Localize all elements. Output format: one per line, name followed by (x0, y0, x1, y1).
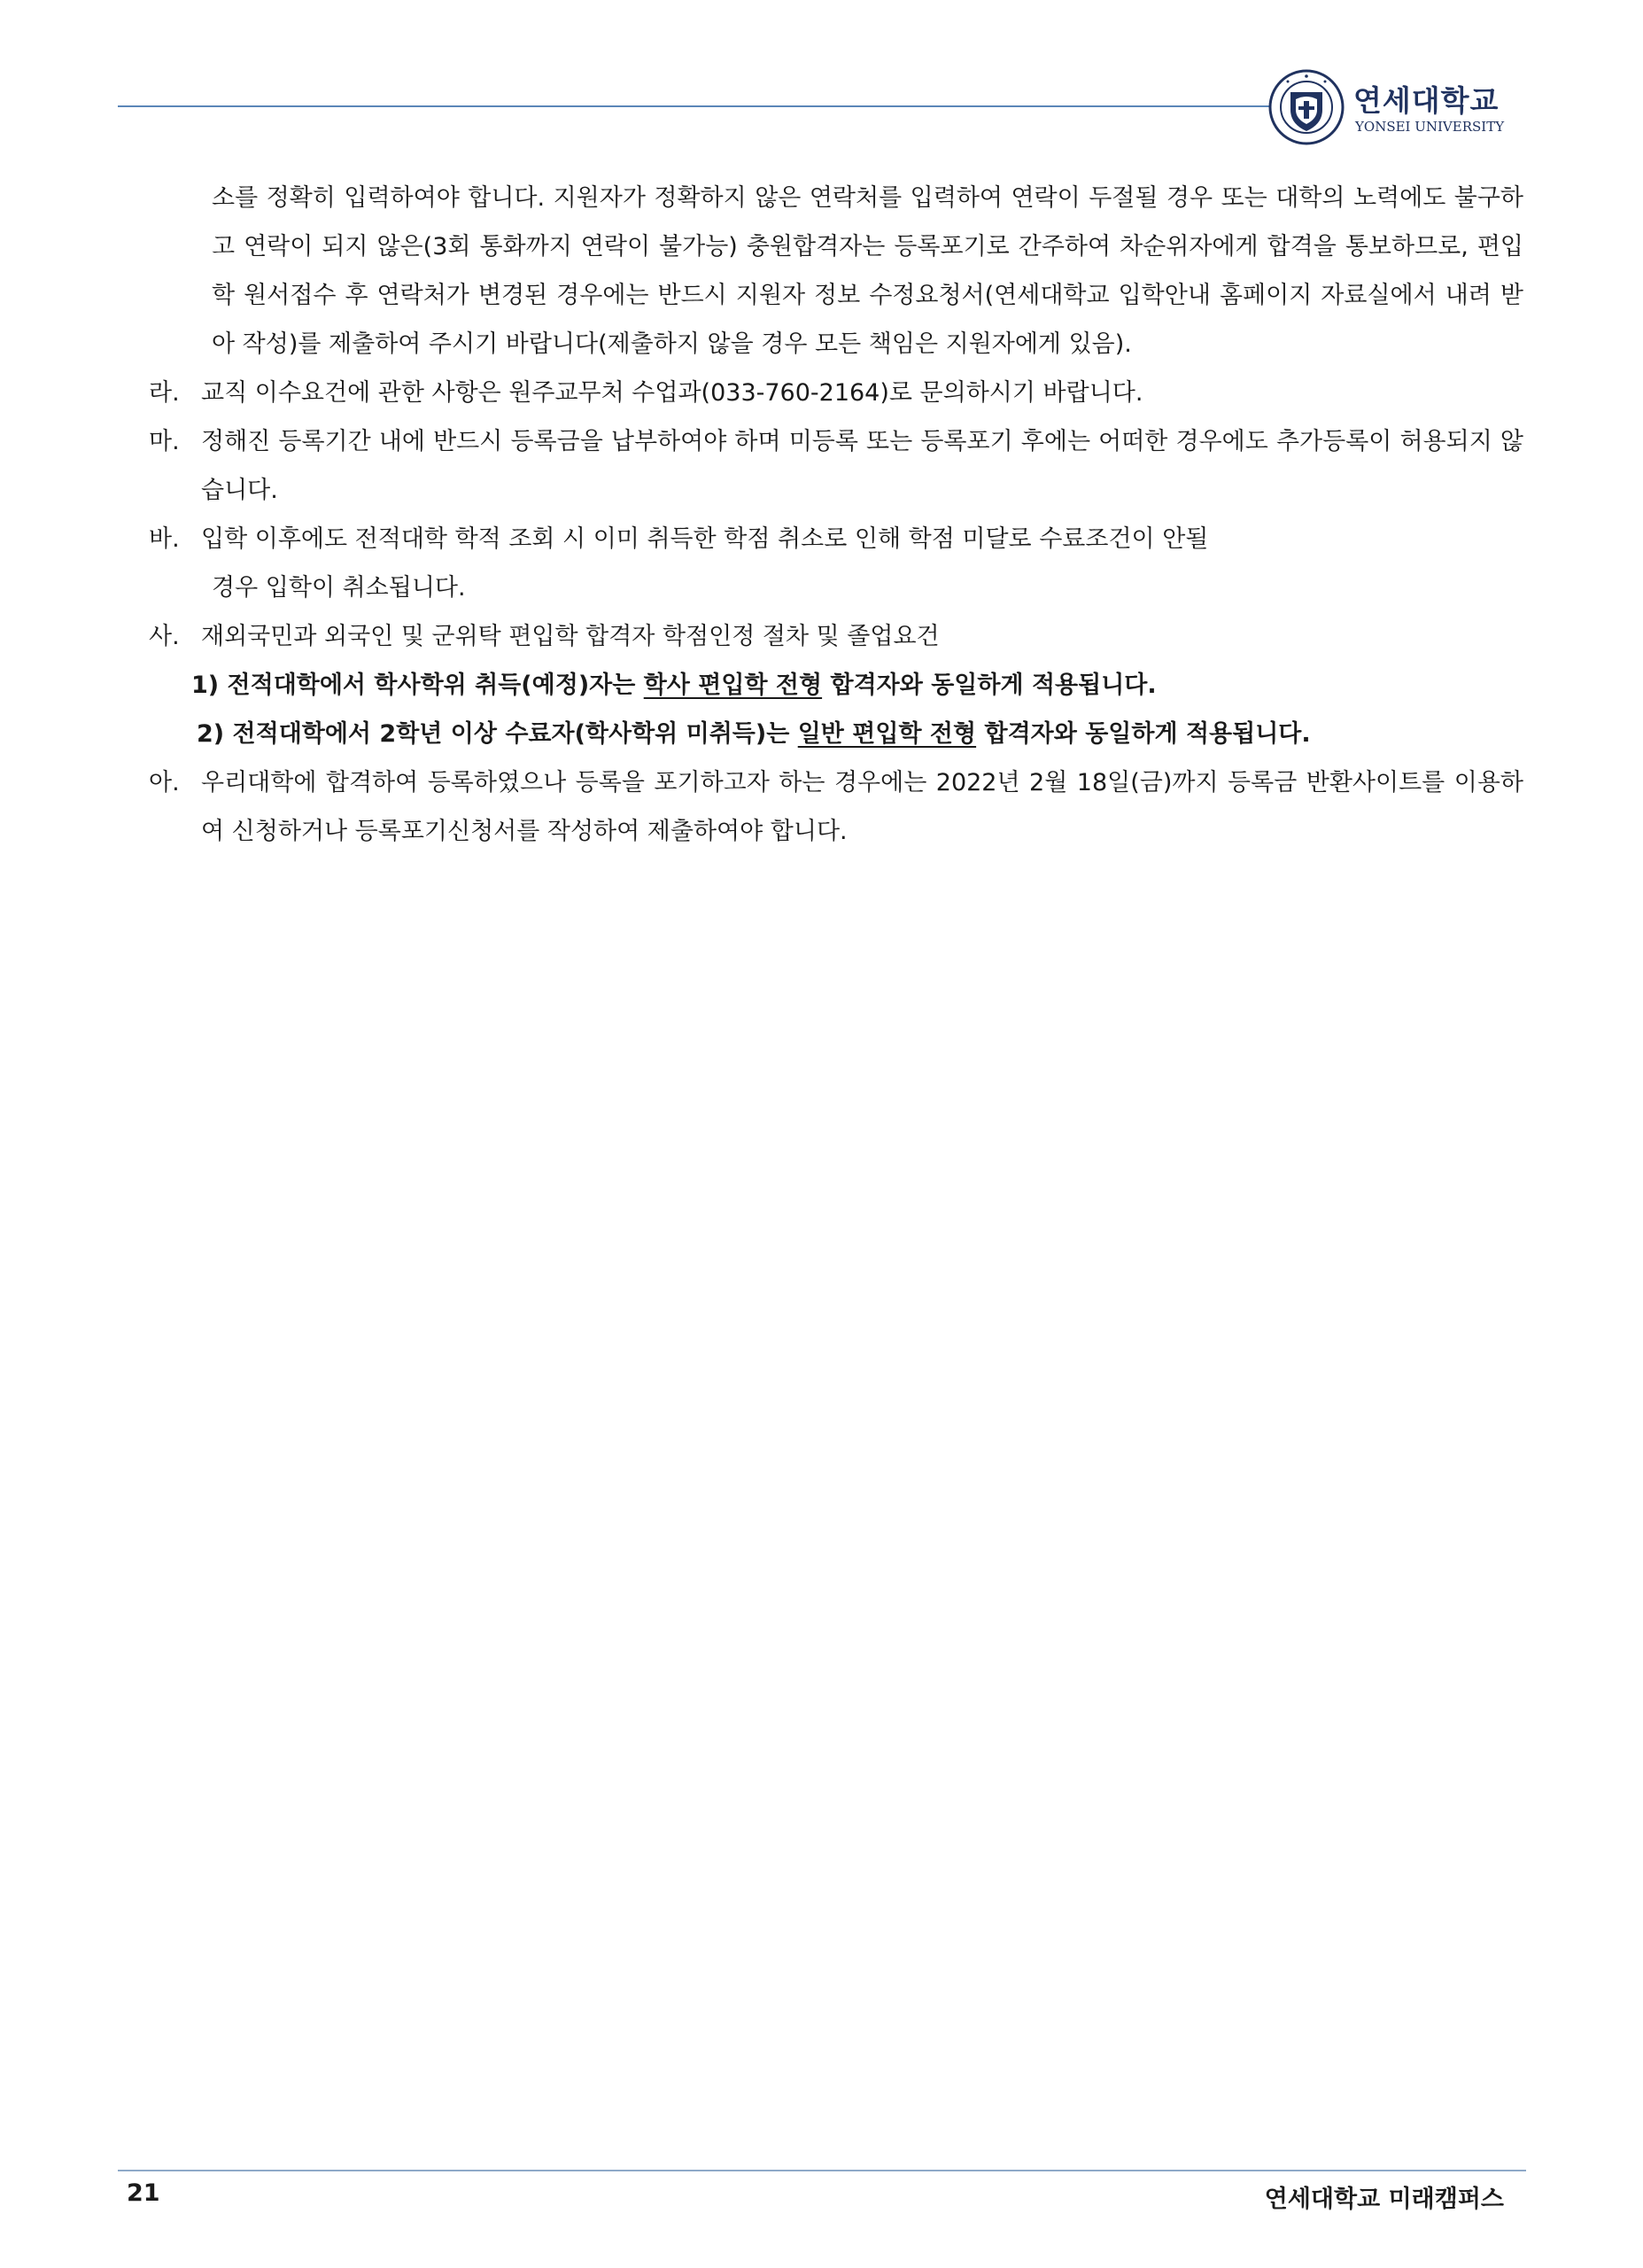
header-rule (118, 105, 1289, 107)
list-item-ra (149, 369, 1523, 417)
list-item-text: 우리대학에 합격하여 등록하였으나 등록을 포기하고자 하는 경우에는 2022년 2월 18일(금)까지 등록금 반환사이트를 이용하여 신청하거나 등록포기신청서를 작성하여 제출하여야 합니다. (201, 769, 1523, 845)
sub-item-suffix: 합격자와 동일하게 적용됩니다. (822, 672, 1157, 699)
sub-item-underlined: 학사 편입학 전형 (643, 672, 823, 699)
logo-english-name: YONSEI UNIVERSITY (1355, 119, 1505, 135)
continuation-text: 소를 정확히 입력하여야 합니다. 지원자가 정확하지 않은 연락처를 입력하여 연락이 두절될 경우 또는 대학의 노력에도 불구하고 연락이 되지 않은(3회 통화까지 연락이 불가능) 충원합격자는 등록포기로 간주하여 차순위자에게 합격을 통보하므로, 편입학 원서접수 후 연락처가 변경된 경우에는 반드시 지원자 정보 수정요청서(연세대학교 입학안내 홈페이지 자료실에서 내려 받아 작성)를 제출하여 주시기 바랍니다(제출하지 않을 경우 모든 책임은 지원자에게 있음). (212, 184, 1524, 358)
list-item-text-line2: 경우 입학이 취소됩니다. (212, 574, 466, 602)
list-marker: 바. (149, 525, 180, 553)
list-item-ma (149, 417, 1523, 515)
sub-item-underlined: 일반 편입학 전형 (797, 720, 977, 748)
list-item-ba (149, 515, 1523, 612)
sub-item-suffix: 합격자와 동일하게 적용됩니다. (976, 720, 1311, 748)
list-item-sa (149, 612, 1523, 661)
yonsei-emblem-icon (1268, 69, 1345, 145)
list-marker: 아. (149, 769, 180, 796)
sub-item-prefix: 2) 전적대학에서 2학년 이상 수료자(학사학위 미취득)는 (197, 720, 798, 748)
sub-item-1 (159, 661, 1523, 710)
sub-item-2 (159, 710, 1523, 758)
list-marker: 마. (149, 428, 180, 455)
list-item-text: 교직 이수요건에 관한 사항은 원주교무처 수업과(033-760-2164)로 문의하시기 바랍니다. (201, 379, 1143, 407)
logo-korean-name: 연세대학교 (1353, 83, 1500, 118)
sub-item-prefix: 1) 전적대학에서 학사학위 취득(예정)자는 (191, 672, 644, 699)
page-number: 21 (127, 2179, 160, 2207)
university-logo (1268, 69, 1534, 149)
list-item-a (149, 758, 1523, 856)
footer-rule (118, 2170, 1526, 2171)
list-marker: 사. (149, 623, 180, 650)
document-body (149, 174, 1524, 856)
list-item-text: 재외국민과 외국인 및 군위탁 편입학 합격자 학점인정 절차 및 졸업요건 (201, 623, 940, 650)
list-marker: 라. (149, 379, 180, 407)
list-item-text-line1: 입학 이후에도 전적대학 학적 조회 시 이미 취득한 학점 취소로 인해 학점 미달로 수료조건이 안될 (201, 525, 1209, 553)
continuation-paragraph (159, 174, 1523, 369)
footer-title: 연세대학교 미래캠퍼스 (1264, 2186, 1504, 2213)
list-item-text: 정해진 등록기간 내에 반드시 등록금을 납부하여야 하며 미등록 또는 등록포기 후에는 어떠한 경우에도 추가등록이 허용되지 않습니다. (201, 428, 1523, 504)
